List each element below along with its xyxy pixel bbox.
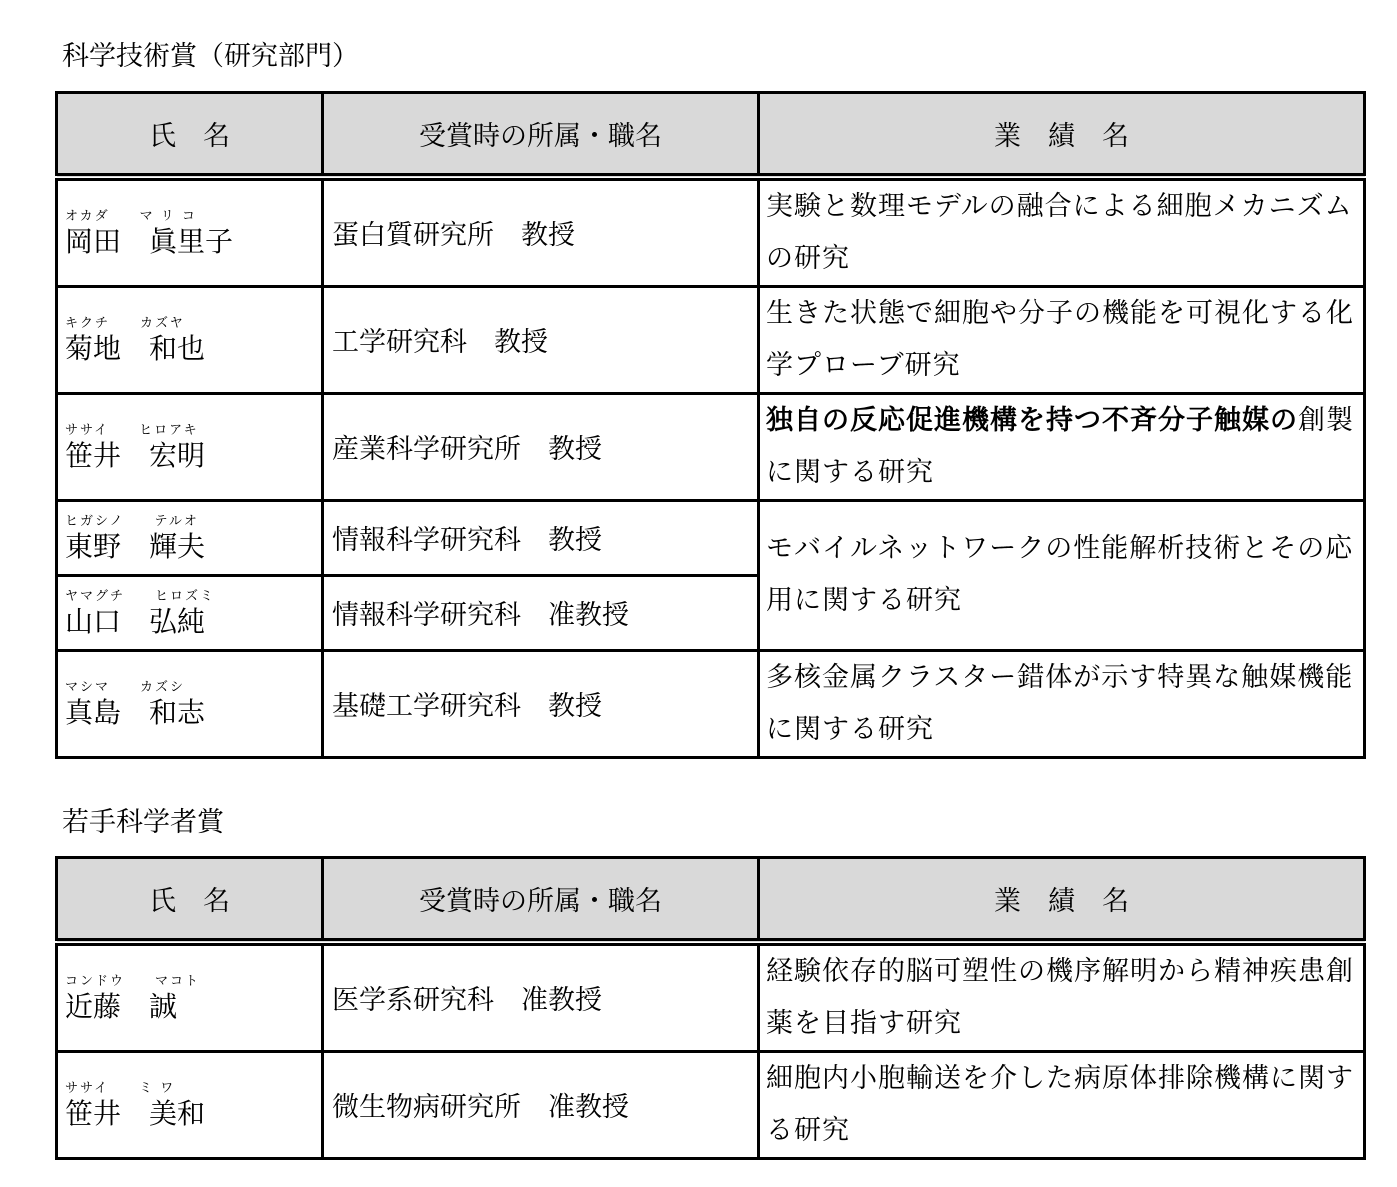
achievement-cell: 多核金属クラスター錯体が示す特異な触媒機能に関する研究: [759, 650, 1365, 757]
name-cell: [57, 650, 323, 757]
name-cell: [57, 177, 323, 287]
table-row: [57, 650, 1365, 757]
awardee-name: 真島 和志: [65, 695, 206, 729]
name-reading: ササイ ヒロアキ: [65, 422, 199, 438]
name-cell: [57, 575, 323, 650]
name-reading: キクチ カズヤ: [65, 315, 185, 331]
affiliation-cell: 蛋白質研究所 教授: [323, 177, 759, 287]
name-reading: ヒガシノ テルオ: [65, 513, 199, 529]
name-cell: [57, 942, 323, 1052]
table-header-row: [57, 93, 1365, 177]
table-row: [57, 177, 1365, 287]
name-reading: マシマ カズシ: [65, 679, 186, 695]
achievement-cell: 細胞内小胞輸送を介した病原体排除機構に関する研究: [759, 1051, 1365, 1158]
awardee-name: 笹井 宏明: [65, 438, 206, 472]
table-header-row: [57, 858, 1365, 942]
name-cell: [57, 1051, 323, 1158]
awardee-name: 山口 弘純: [65, 604, 206, 638]
table-row: [57, 286, 1365, 393]
awardee-name: 岡田 眞里子: [65, 224, 234, 258]
affiliation-cell: 情報科学研究科 教授: [323, 500, 759, 575]
section-title-young-scientist-award: 若手科学者賞: [62, 807, 224, 838]
affiliation-cell: 工学研究科 教授: [323, 286, 759, 393]
table-row: [57, 942, 1365, 1052]
table-row: [57, 500, 1365, 575]
young-scientist-award-table: [55, 856, 1366, 1160]
name-reading: オカダ マ リ コ: [65, 208, 197, 224]
name-reading: ササイ ミ ワ: [65, 1080, 176, 1096]
awardee-name: 菊地 和也: [65, 331, 206, 365]
achievement-cell: モバイルネットワークの性能解析技術とその応用に関する研究: [759, 500, 1365, 650]
awardee-name: 笹井 美和: [65, 1096, 206, 1130]
achievement-cell: 生きた状態で細胞や分子の機能を可視化する化学プローブ研究: [759, 286, 1365, 393]
table-row: [57, 1051, 1365, 1158]
awardee-name: 東野 輝夫: [65, 529, 206, 563]
affiliation-cell: 産業科学研究所 教授: [323, 393, 759, 500]
achievement-bold-text: 独自の反応促進機構を持つ不斉分子触媒の: [766, 404, 1298, 436]
affiliation-cell: 情報科学研究科 准教授: [323, 575, 759, 650]
affiliation-cell: 基礎工学研究科 教授: [323, 650, 759, 757]
affiliation-cell: 微生物病研究所 准教授: [323, 1051, 759, 1158]
awardee-name: 近藤 誠: [65, 989, 178, 1023]
achievement-cell: 経験依存的脳可塑性の機序解明から精神疾患創薬を目指す研究: [759, 942, 1365, 1052]
table-row: [57, 393, 1365, 500]
affiliation-cell: 医学系研究科 准教授: [323, 942, 759, 1052]
achievement-cell: 実験と数理モデルの融合による細胞メカニズムの研究: [759, 177, 1365, 287]
header-affiliation: 受賞時の所属・職名: [323, 858, 759, 942]
name-cell: [57, 500, 323, 575]
header-achievement: 業 績 名: [759, 858, 1365, 942]
name-cell: [57, 393, 323, 500]
section-title-science-award: 科学技術賞（研究部門）: [62, 41, 359, 72]
name-reading: コンドウ マコト: [65, 973, 201, 989]
header-achievement: 業 績 名: [759, 93, 1365, 177]
header-affiliation: 受賞時の所属・職名: [323, 93, 759, 177]
name-cell: [57, 286, 323, 393]
achievement-cell: [759, 393, 1365, 500]
header-name: 氏 名: [57, 858, 323, 942]
achievement-text: 創製に関する研究: [766, 404, 1354, 488]
name-reading: ヤマグチ ヒロズミ: [65, 588, 216, 604]
science-award-table: [55, 91, 1366, 759]
header-name: 氏 名: [57, 93, 323, 177]
